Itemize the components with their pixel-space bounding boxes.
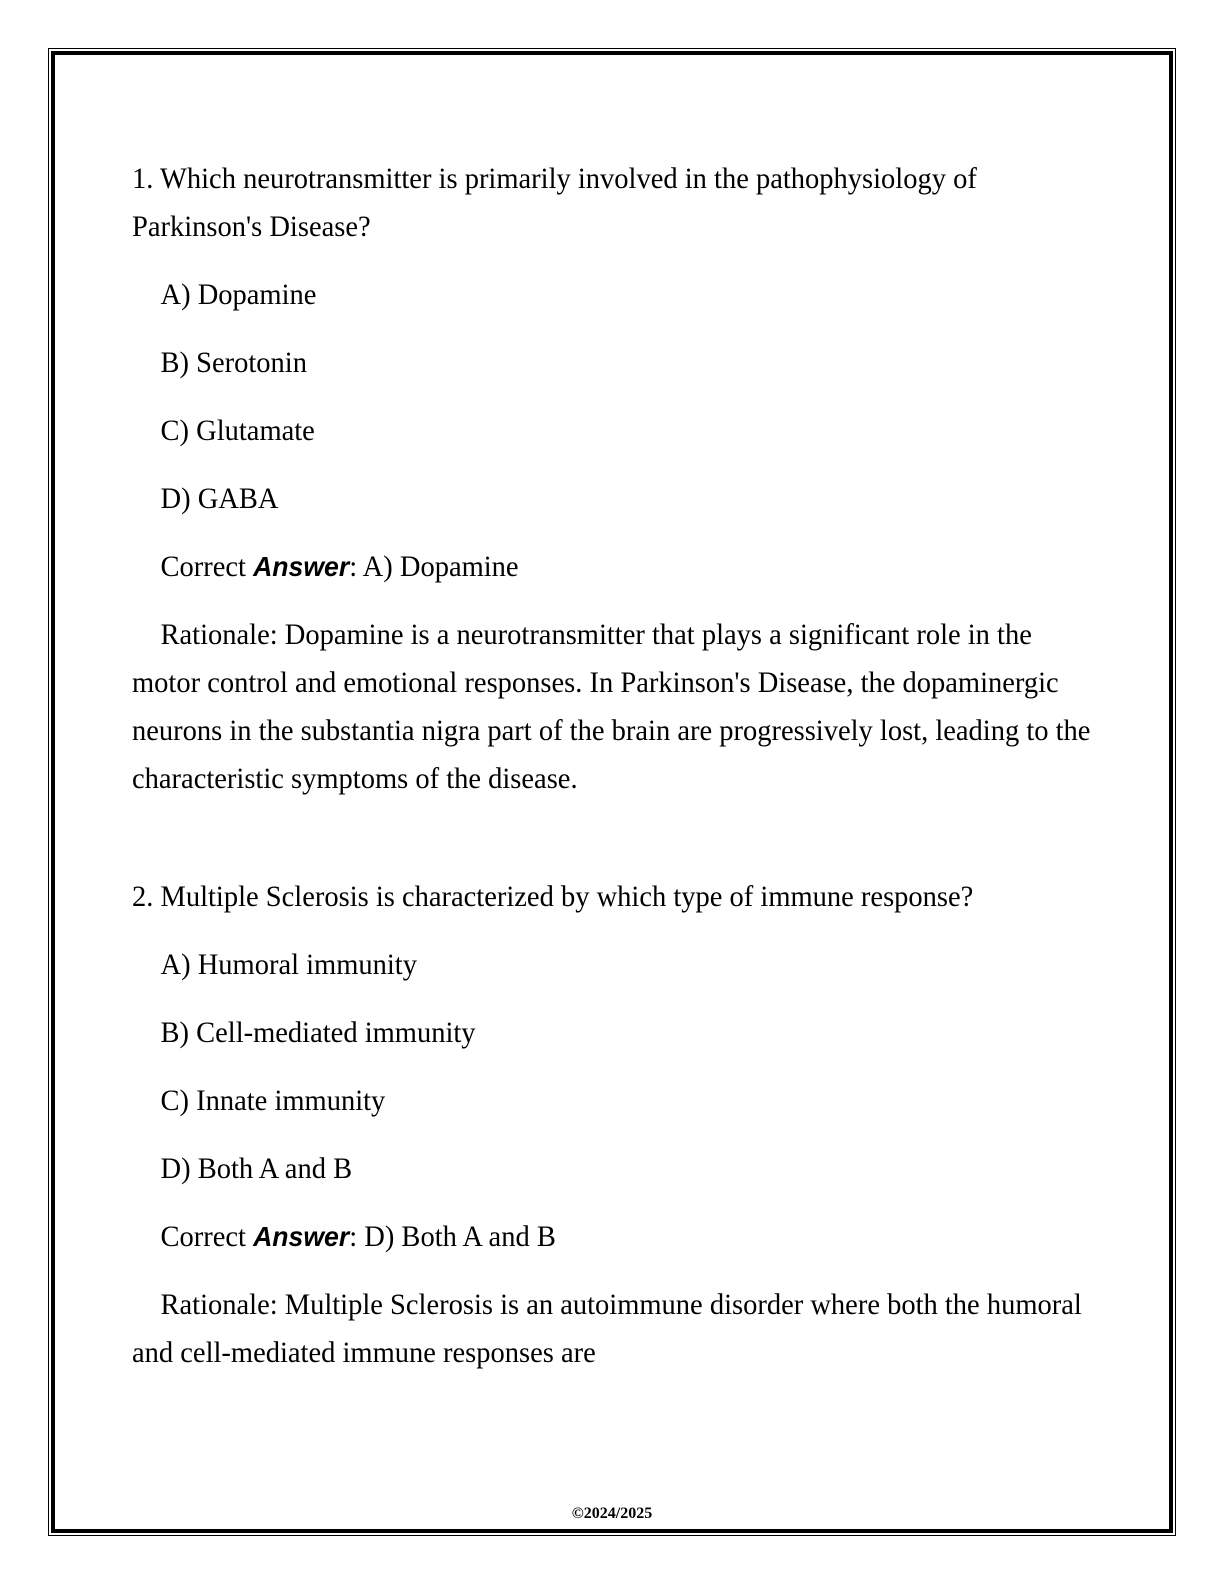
question-1-option-a: A) Dopamine	[160, 278, 317, 311]
question-separator	[132, 823, 1092, 853]
correct-label: Correct	[160, 1220, 254, 1253]
correct-answer-value: : A) Dopamine	[349, 550, 519, 583]
question-2-rationale: Rationale: Multiple Sclerosis is an autoimmune disorder where both the humoral and cell-mediated immune responses are	[132, 1288, 1082, 1369]
question-1-correct-answer-line	[161, 543, 1092, 591]
question-1-option-d: D) GABA	[160, 482, 279, 515]
answer-keyword: Answer	[253, 551, 350, 582]
question-2-text: 2. Multiple Sclerosis is characterized by which type of immune response?	[132, 880, 974, 913]
question-2-correct-answer-line	[161, 1213, 1092, 1261]
question-1-option-c: C) Glutamate	[160, 414, 315, 447]
correct-label: Correct	[160, 550, 254, 583]
page-footer-copyright: ©2024/2025	[571, 1505, 653, 1522]
question-1-text: 1. Which neurotransmitter is primarily involved in the pathophysiology of Parkinson's Disease?	[132, 162, 977, 243]
question-2-option-c: C) Innate immunity	[160, 1084, 386, 1117]
page-border-inner	[51, 51, 1173, 1533]
question-1-rationale: Rationale: Dopamine is a neurotransmitter that plays a significant role in the motor control and emotional responses. In Parkinson's Disease, the dopaminergic neurons in the substantia nigra part of the brain are progressively lost, leading to the characteristic symptoms of the disease.	[132, 618, 1091, 795]
question-2-option-b: B) Cell-mediated immunity	[160, 1016, 476, 1049]
question-2-option-d: D) Both A and B	[160, 1152, 353, 1185]
correct-answer-value: : D) Both A and B	[349, 1220, 556, 1253]
question-1-option-b: B) Serotonin	[160, 346, 307, 379]
page-border-outer	[48, 48, 1176, 1536]
question-2-option-a: A) Humoral immunity	[160, 948, 417, 981]
question-block-1	[132, 155, 1092, 803]
document-content	[132, 135, 1092, 1397]
answer-keyword: Answer	[253, 1221, 350, 1252]
question-block-2	[132, 873, 1092, 1377]
